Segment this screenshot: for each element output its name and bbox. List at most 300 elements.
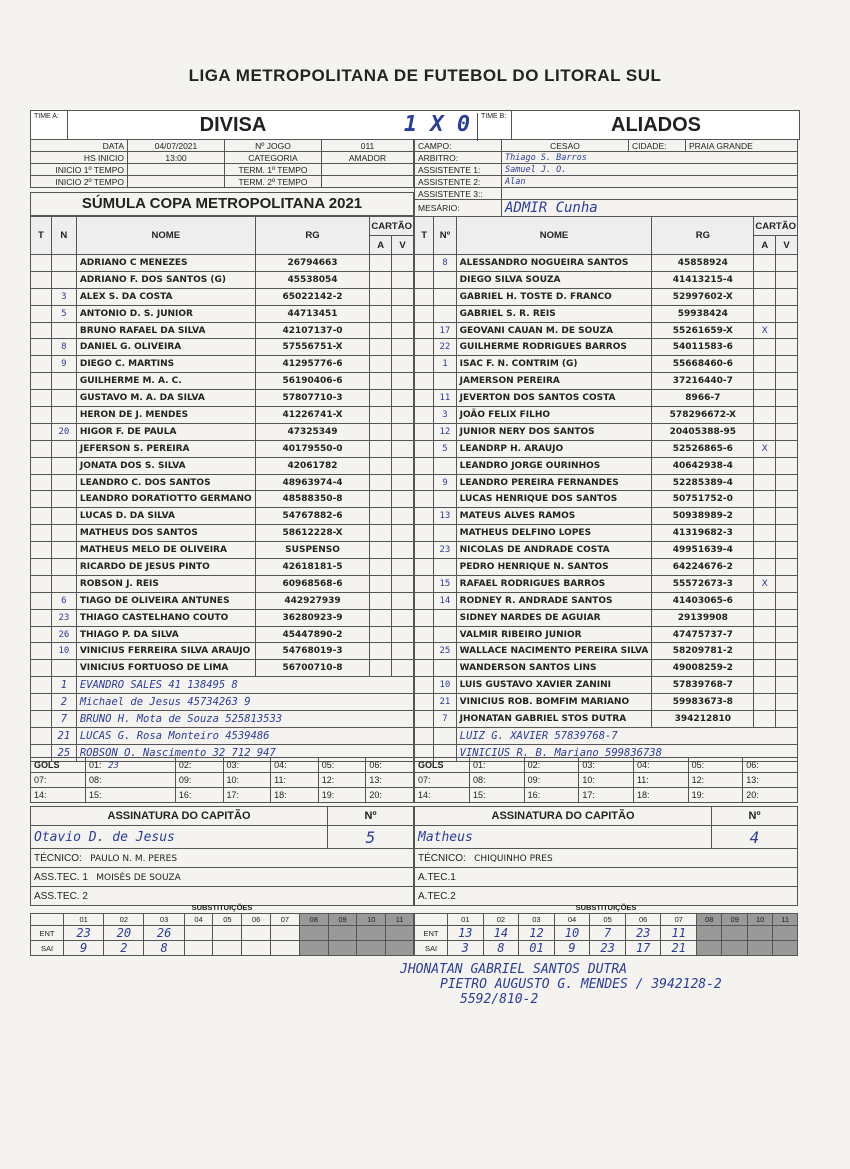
player-rg: 37216440-7: [652, 373, 754, 390]
player-name: RICARDO DE JESUS PINTO: [76, 559, 255, 576]
player-number: [434, 525, 456, 542]
t-cell: [415, 288, 434, 305]
card-v: [776, 271, 798, 288]
table-row: [415, 727, 798, 744]
card-a: [754, 542, 776, 559]
card-a: [754, 643, 776, 660]
card-a: [370, 440, 392, 457]
table-row: [415, 390, 798, 407]
player-rg: 578296672-X: [652, 407, 754, 424]
score: 1 X 0: [403, 112, 471, 137]
gol-slot: 10:: [223, 773, 271, 788]
subs-cell: [242, 926, 271, 941]
card-a: [754, 390, 776, 407]
card-v: [776, 559, 798, 576]
card-a: [754, 694, 776, 711]
col-nome: NOME: [76, 217, 255, 255]
card-a: [754, 271, 776, 288]
player-name: JAMERSON PEREIRA: [456, 373, 652, 390]
subs-col: 06: [625, 914, 661, 926]
player-rg: 58612228-X: [255, 525, 370, 542]
hs-value: 13:00: [128, 152, 225, 164]
card-a: [370, 288, 392, 305]
mesario-value: ADMIR Cunha: [502, 200, 798, 217]
card-v: [392, 542, 414, 559]
player-name: LUIS GUSTAVO XAVIER ZANINI: [456, 677, 652, 694]
player-number: [434, 288, 456, 305]
t-cell: [415, 508, 434, 525]
subs-col: 07: [661, 914, 697, 926]
gol-slot: 09:: [524, 773, 579, 788]
card-a: [370, 373, 392, 390]
card-a: [370, 660, 392, 677]
player-name: RODNEY R. ANDRADE SANTOS: [456, 592, 652, 609]
player-number: [434, 559, 456, 576]
team-a-players-table: [30, 216, 414, 762]
match-info-table: [30, 139, 414, 188]
officials-table: [414, 139, 798, 217]
player-number: [51, 660, 76, 677]
captain-number-a: 5: [328, 826, 414, 849]
table-row: [31, 609, 414, 626]
player-number: [434, 727, 456, 744]
card-a: [754, 711, 776, 728]
card-v: [392, 255, 414, 272]
player-name: NICOLAS DE ANDRADE COSTA: [456, 542, 652, 559]
subs-col: 02: [104, 914, 144, 926]
player-rg: 41403065-6: [652, 592, 754, 609]
card-a: [754, 339, 776, 356]
card-a: [370, 559, 392, 576]
player-name: HIGOR F. DE PAULA: [76, 423, 255, 440]
player-name: VALMIR RIBEIRO JUNIOR: [456, 626, 652, 643]
subs-label: SUBSTITUIÇÕES: [575, 903, 637, 912]
player-number: 23: [51, 609, 76, 626]
gol-slot: 03:: [223, 758, 271, 773]
t-cell: [415, 491, 434, 508]
gols-row: [31, 758, 414, 773]
t-cell: [31, 491, 52, 508]
t-cell: [415, 626, 434, 643]
gols-row: [415, 758, 798, 773]
subs-col: 05: [213, 914, 242, 926]
campo-label: CAMPO:: [415, 140, 502, 152]
card-a: [370, 339, 392, 356]
subs-cell: 9: [64, 941, 104, 956]
player-number: 2: [51, 694, 76, 711]
table-row: [31, 373, 414, 390]
subs-cell: 8: [144, 941, 184, 956]
table-row: [31, 407, 414, 424]
card-v: [776, 711, 798, 728]
card-v: [776, 356, 798, 373]
gol-slot: 18:: [271, 788, 319, 803]
player-rg: 54011583-6: [652, 339, 754, 356]
subs-cell: 2: [104, 941, 144, 956]
t-cell: [31, 694, 52, 711]
table-row: [31, 339, 414, 356]
subs-cols-row: [31, 914, 414, 926]
player-name: VINICIUS FORTUOSO DE LIMA: [76, 660, 255, 677]
col-v-b: V: [776, 236, 798, 255]
gol-slot: 09:: [175, 773, 223, 788]
col-rg-b: RG: [652, 217, 754, 255]
t-cell: [415, 542, 434, 559]
table-row: [415, 694, 798, 711]
data-value: 04/07/2021: [128, 140, 225, 152]
inicio1-label: INICIO 1º TEMPO: [31, 164, 128, 176]
ass-tec1-label-b: A.TEC.1: [415, 868, 798, 887]
player-number: [434, 373, 456, 390]
col-n: N: [51, 217, 76, 255]
handwritten-player: Michael de Jesus 45734263 9: [76, 694, 413, 711]
table-row: [415, 508, 798, 525]
card-a: [754, 255, 776, 272]
table-row: [415, 271, 798, 288]
player-rg: 56190406-6: [255, 373, 370, 390]
player-rg: 52997602-X: [652, 288, 754, 305]
table-row: [415, 643, 798, 660]
card-v: [392, 559, 414, 576]
card-v: [776, 288, 798, 305]
player-rg: 41413215-4: [652, 271, 754, 288]
card-a: [370, 356, 392, 373]
player-number: 1: [51, 677, 76, 694]
subs-cell: 13: [448, 926, 484, 941]
term1-label: TERM. 1º TEMPO: [225, 164, 322, 176]
table-row: [31, 575, 414, 592]
ass-tec2-label-a: ASS.TEC. 2: [31, 887, 414, 906]
mesario-label: MESÁRIO:: [415, 200, 502, 217]
player-number: [434, 457, 456, 474]
t-cell: [415, 643, 434, 660]
card-a: [754, 288, 776, 305]
card-v: [776, 255, 798, 272]
subs-sai-row: [415, 941, 798, 956]
gols-row: [31, 788, 414, 803]
handwritten-player: VINICIUS R. B. Mariano 599836738: [456, 744, 797, 761]
captain-signature-b: Matheus: [415, 826, 712, 849]
player-number: 11: [434, 390, 456, 407]
table-row: [415, 305, 798, 322]
card-v: [776, 322, 798, 339]
player-number: [434, 660, 456, 677]
player-number: [434, 305, 456, 322]
player-rg: 442927939: [255, 592, 370, 609]
table-row: [415, 339, 798, 356]
card-a: [754, 474, 776, 491]
col-a: A: [370, 236, 392, 255]
subs-cell: [184, 941, 213, 956]
t-cell: [31, 288, 52, 305]
handwritten-player: LUCAS G. Rosa Monteiro 4539486: [76, 727, 413, 744]
player-rg: 47475737-7: [652, 626, 754, 643]
card-v: [776, 305, 798, 322]
card-v: [776, 457, 798, 474]
table-row: [31, 694, 414, 711]
card-v: [392, 474, 414, 491]
card-a: X: [754, 440, 776, 457]
player-name: LUCAS HENRIQUE DOS SANTOS: [456, 491, 652, 508]
player-name: VINICIUS FERREIRA SILVA ARAUJO: [76, 643, 255, 660]
t-cell: [415, 609, 434, 626]
cat-value: AMADOR: [322, 152, 414, 164]
subs-col: 07: [271, 914, 300, 926]
table-row: [31, 390, 414, 407]
table-row: [31, 508, 414, 525]
table-row: [31, 491, 414, 508]
player-rg: 49008259-2: [652, 660, 754, 677]
assistente1-label: ASSISTENTE 1:: [415, 164, 502, 176]
player-rg: 64224676-2: [652, 559, 754, 576]
player-rg: 49951639-4: [652, 542, 754, 559]
gol-slot: 12:: [688, 773, 743, 788]
gol-slot: 01: 23: [86, 758, 176, 773]
subs-cell: 21: [661, 941, 697, 956]
subs-header-row: [31, 902, 414, 914]
t-cell: [415, 407, 434, 424]
subs-col: 04: [184, 914, 213, 926]
player-name: THIAGO CASTELHANO COUTO: [76, 609, 255, 626]
table-row: [415, 711, 798, 728]
player-rg: 36280923-9: [255, 609, 370, 626]
subs-col: 06: [242, 914, 271, 926]
gol-slot: 10:: [579, 773, 634, 788]
card-v: [776, 677, 798, 694]
gol-slot: 05:: [688, 758, 743, 773]
subs-cell: [213, 926, 242, 941]
subs-col: 08: [697, 914, 722, 926]
subs-header-row: [415, 902, 798, 914]
player-name: ALESSANDRO NOGUEIRA SANTOS: [456, 255, 652, 272]
subs-cell: [213, 941, 242, 956]
card-v: [392, 660, 414, 677]
player-name: SIDNEY NARDES DE AGUIAR: [456, 609, 652, 626]
player-rg: 394212810: [652, 711, 754, 728]
assistente1-value: Samuel J. O.: [502, 164, 798, 176]
gol-slot: 06:: [743, 758, 798, 773]
gol-slot: 01:: [470, 758, 525, 773]
player-name: DIEGO SILVA SOUZA: [456, 271, 652, 288]
gol-slot: 07:: [415, 773, 470, 788]
player-number: 13: [434, 508, 456, 525]
t-cell: [415, 575, 434, 592]
player-number: [51, 508, 76, 525]
gol-slot: 11:: [633, 773, 688, 788]
card-v: [776, 609, 798, 626]
card-a: [754, 592, 776, 609]
player-number: 12: [434, 423, 456, 440]
table-row: [415, 525, 798, 542]
card-v: [776, 491, 798, 508]
gol-slot: 20:: [743, 788, 798, 803]
captain-no-label-a: Nº: [328, 807, 414, 826]
card-a: [370, 390, 392, 407]
t-cell: [31, 609, 52, 626]
player-name: MATHEUS DOS SANTOS: [76, 525, 255, 542]
player-number: 5: [51, 305, 76, 322]
card-v: [776, 390, 798, 407]
player-rg: 60968568-6: [255, 575, 370, 592]
player-number: 21: [434, 694, 456, 711]
player-rg: 45858924: [652, 255, 754, 272]
table-row: [31, 711, 414, 728]
player-name: DIEGO C. MARTINS: [76, 356, 255, 373]
player-rg: 48963974-4: [255, 474, 370, 491]
assistente3-label: ASSISTENTE 3::: [415, 188, 502, 200]
ass-tec1-a: MOISÉS DE SOUZA: [96, 872, 181, 883]
subs-ent-label: ENT: [415, 926, 448, 941]
subs-cell: 20: [104, 926, 144, 941]
table-row: [415, 542, 798, 559]
card-v: [392, 440, 414, 457]
card-v: [392, 423, 414, 440]
card-v: [392, 491, 414, 508]
subs-col: 01: [64, 914, 104, 926]
team-b-captain-table: [414, 806, 798, 906]
player-number: 14: [434, 592, 456, 609]
captain-label-a: ASSINATURA DO CAPITÃO: [31, 807, 328, 826]
t-cell: [31, 626, 52, 643]
t-cell: [415, 559, 434, 576]
card-a: [754, 457, 776, 474]
subs-cell: 12: [519, 926, 555, 941]
card-v: [392, 508, 414, 525]
player-number: 15: [434, 575, 456, 592]
hs-label: HS INICIO: [31, 152, 128, 164]
table-row: [415, 559, 798, 576]
table-row: [415, 474, 798, 491]
gol-slot: 17:: [579, 788, 634, 803]
player-rg: 57556751-X: [255, 339, 370, 356]
handwritten-player: EVANDRO SALES 41 138495 8: [76, 677, 413, 694]
handwritten-player: ROBSON O. Nascimento 32 712 947: [76, 744, 413, 761]
gols-row: [415, 788, 798, 803]
t-cell: [31, 711, 52, 728]
player-rg: 55261659-X: [652, 322, 754, 339]
player-rg: 50938989-2: [652, 508, 754, 525]
player-rg: 45538054: [255, 271, 370, 288]
card-a: [370, 271, 392, 288]
player-number: [51, 474, 76, 491]
player-rg: 57807710-3: [255, 390, 370, 407]
col-cartao-b: CARTÃO: [754, 217, 798, 236]
player-number: [51, 542, 76, 559]
gol-slot: 16:: [524, 788, 579, 803]
t-cell: [31, 440, 52, 457]
card-a: [370, 423, 392, 440]
player-rg: 44713451: [255, 305, 370, 322]
player-rg: 59983673-8: [652, 694, 754, 711]
player-name: TIAGO DE OLIVEIRA ANTUNES: [76, 592, 255, 609]
player-name: ADRIANO C MENEZES: [76, 255, 255, 272]
table-row: [31, 440, 414, 457]
card-a: [754, 407, 776, 424]
subs-cell: 23: [64, 926, 104, 941]
subs-col: 10: [747, 914, 772, 926]
card-a: [370, 508, 392, 525]
card-v: [392, 305, 414, 322]
subs-cell: [697, 926, 722, 941]
player-number: 25: [51, 744, 76, 761]
table-row: [31, 356, 414, 373]
player-name: DANIEL G. OLIVEIRA: [76, 339, 255, 356]
team-b-gols-table: [414, 757, 798, 803]
player-number: 9: [434, 474, 456, 491]
cat-label: CATEGORIA: [225, 152, 322, 164]
t-cell: [31, 592, 52, 609]
card-a: X: [754, 322, 776, 339]
player-rg: 54768019-3: [255, 643, 370, 660]
player-name: ALEX S. DA COSTA: [76, 288, 255, 305]
gols-row: [415, 773, 798, 788]
player-name: GABRIEL H. TOSTE D. FRANCO: [456, 288, 652, 305]
card-v: [776, 339, 798, 356]
gol-slot: 14:: [415, 788, 470, 803]
assistente2-value: Alan: [502, 176, 798, 188]
term2-label: TERM. 2º TEMPO: [225, 176, 322, 188]
subs-cell: [299, 941, 328, 956]
tecnico-label-a: TÉCNICO:: [34, 852, 82, 864]
card-v: [776, 660, 798, 677]
card-a: [754, 423, 776, 440]
subs-cell: 8: [483, 941, 519, 956]
t-cell: [31, 373, 52, 390]
card-a: [754, 373, 776, 390]
gol-slot: 05:: [318, 758, 366, 773]
player-number: 26: [51, 626, 76, 643]
gol-slot: 03:: [579, 758, 634, 773]
player-rg: 40642938-4: [652, 457, 754, 474]
player-name: JEVERTON DOS SANTOS COSTA: [456, 390, 652, 407]
player-number: [434, 271, 456, 288]
tecnico-a: PAULO N. M. PERES: [90, 853, 178, 864]
card-a: [370, 542, 392, 559]
card-v: [392, 407, 414, 424]
card-a: [370, 474, 392, 491]
table-row: [415, 373, 798, 390]
handwritten-player: LUIZ G. XAVIER 57839768-7: [456, 727, 797, 744]
player-name: ISAC F. N. CONTRIM (G): [456, 356, 652, 373]
col-t-b: T: [415, 217, 434, 255]
subs-cell: 01: [519, 941, 555, 956]
player-number: [434, 491, 456, 508]
table-row: [415, 255, 798, 272]
subs-label: SUBSTITUIÇÕES: [191, 903, 253, 912]
t-cell: [31, 322, 52, 339]
campo-value: CESAO: [502, 140, 629, 152]
player-name: GUSTAVO M. A. DA SILVA: [76, 390, 255, 407]
player-rg: 29139908: [652, 609, 754, 626]
player-number: 9: [51, 356, 76, 373]
card-v: [776, 407, 798, 424]
subs-col: 09: [722, 914, 747, 926]
t-cell: [415, 474, 434, 491]
player-name: GUILHERME RODRIGUES BARROS: [456, 339, 652, 356]
card-a: [370, 643, 392, 660]
t-cell: [31, 339, 52, 356]
card-a: [370, 407, 392, 424]
table-row: [31, 322, 414, 339]
cidade-label: CIDADE:: [629, 140, 686, 152]
subs-cell: 11: [661, 926, 697, 941]
captain-no-label-b: Nº: [712, 807, 798, 826]
table-row: [31, 474, 414, 491]
table-row: [31, 660, 414, 677]
footer-line-3: 5592/810-2: [460, 992, 539, 1007]
gols-label: GOLS: [31, 758, 86, 773]
t-cell: [31, 356, 52, 373]
